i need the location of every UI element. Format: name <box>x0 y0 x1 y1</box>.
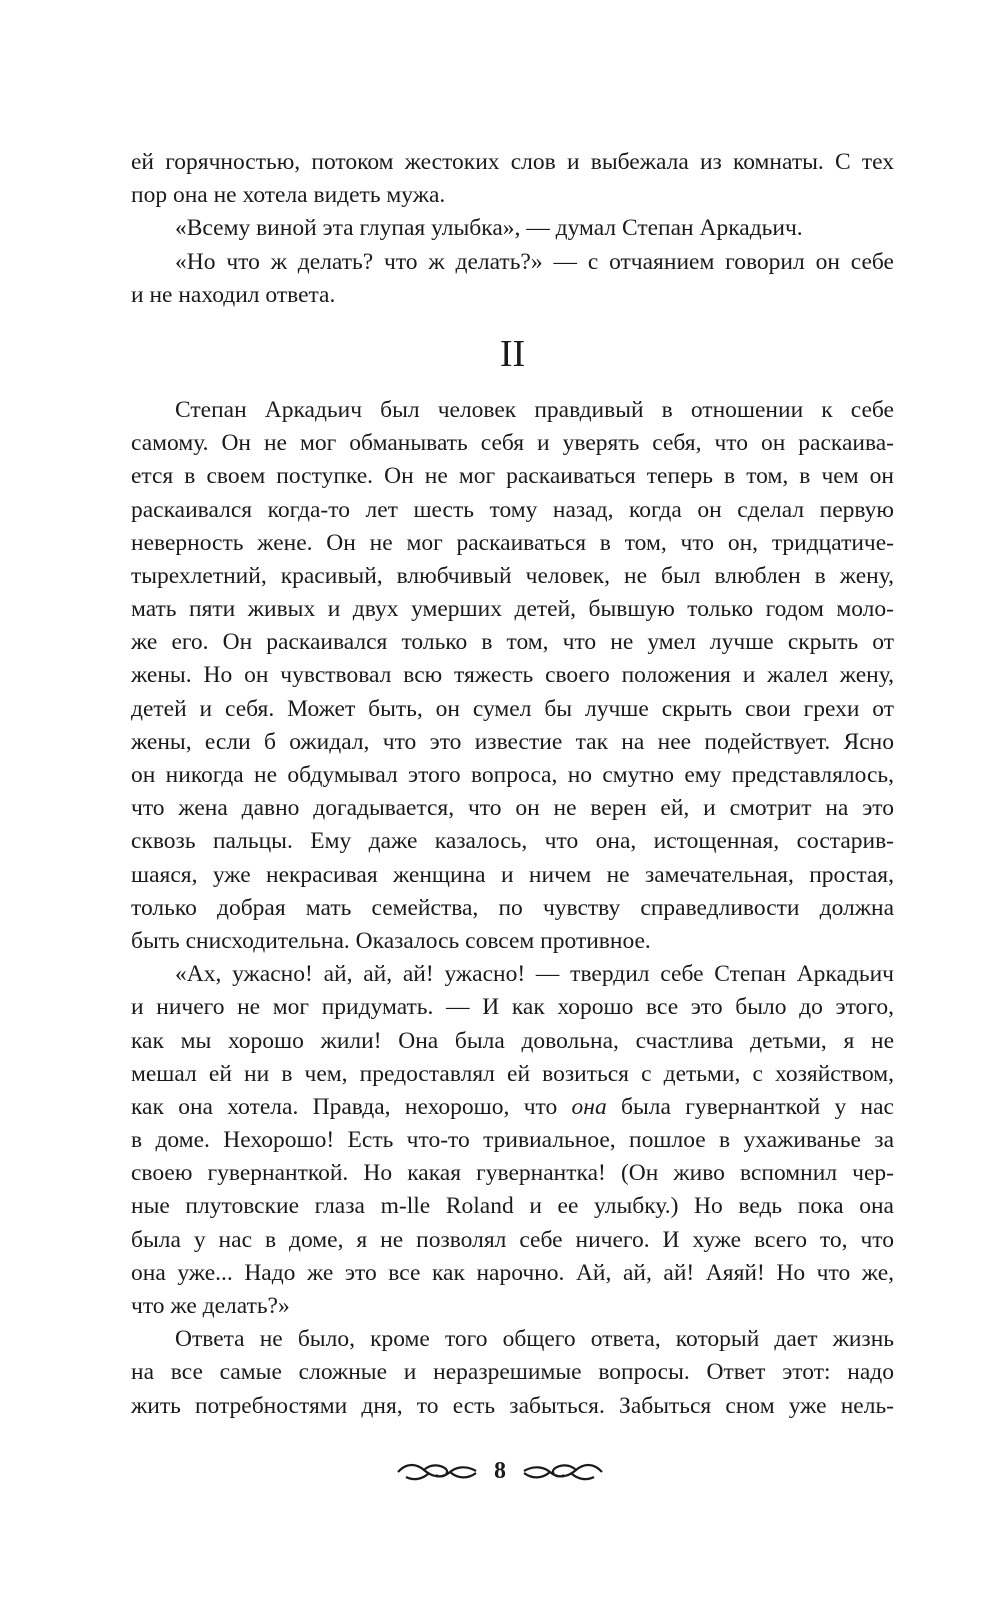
text-segment: как она хотела. Правда, нехорошо, что <box>131 1093 572 1120</box>
text-line: самому. Он не мог обманывать себя и уверять себя, что он раскаива- <box>131 430 894 457</box>
text-line: как мы хорошо жили! Она была довольна, счастлива детьми, я не <box>131 1027 894 1054</box>
text-line: была у нас в доме, я не позволял себе ничего. И хуже всего то, что <box>131 1226 894 1253</box>
text-line: жены, если б ожидал, что это известие так на нее подействует. Ясно <box>131 728 894 755</box>
text-line: ется в своем поступке. Он не мог раскаиваться теперь в том, в чем он <box>131 463 894 490</box>
page-body <box>131 146 894 1423</box>
text-line: детей и себя. Может быть, он сумел бы лучше скрыть свои грехи от <box>131 695 894 722</box>
chapter-heading: II <box>499 332 526 375</box>
paragraph <box>131 958 894 1323</box>
text-line: что же делать?» <box>131 1293 290 1319</box>
text-line: «Но что ж делать? что ж делать?» — с отчаянием говорил он себе <box>175 248 894 275</box>
italic-word: она <box>571 1093 607 1120</box>
text-line: Ответа не было, кроме того общего ответа, который дает жизнь <box>175 1326 894 1353</box>
page-footer <box>0 1458 1000 1485</box>
text-line: он никогда не обдумывал этого вопроса, но смутно ему представлялось, <box>131 762 894 788</box>
text-line: ные плутовские глаза m-lle Roland и ее улыбку.) Но ведь пока она <box>131 1193 894 1220</box>
paragraph <box>131 1323 894 1423</box>
text-line: и ничего не мог придумать. — И как хорошо все это было до этого, <box>131 994 894 1021</box>
text-line: она уже... Надо же это все как нарочно. Ай, ай, ай! Аяяй! Но что же, <box>131 1259 894 1286</box>
text-line: мать пяти живых и двух умерших детей, бывшую только годом моло- <box>131 596 894 623</box>
text-line: же его. Он раскаивался только в том, что не умел лучше скрыть от <box>131 629 894 656</box>
text-line: что жена давно догадывается, что он не верен ей, и смотрит на это <box>131 795 894 822</box>
text-line: и не находил ответа. <box>131 281 336 308</box>
text-line: жить потребностями дня, то есть забыться. Забыться сном уже нель- <box>131 1392 894 1419</box>
text-line: «Ах, ужасно! ай, ай, ай! ужасно! — твердил себе Степан Аркадьич <box>175 961 894 988</box>
text-line: мешал ей ни в чем, предоставлял ей возиться с детьми, с хозяйством, <box>131 1060 894 1087</box>
text-line: Степан Аркадьич был человек правдивый в отношении к себе <box>175 396 894 423</box>
text-line: на все самые сложные и неразрешимые вопросы. Ответ этот: надо <box>131 1359 894 1386</box>
paragraph <box>131 394 894 958</box>
ornament-right-icon <box>522 1459 604 1485</box>
text-line: своею гувернанткой. Но какая гувернантка! (Он живо вспомнил чер- <box>131 1160 894 1187</box>
text-line: шаяся, уже некрасивая женщина и ничем не замечательная, простая, <box>131 861 894 888</box>
text-line: «Всему виной эта глупая улыбка», — думал Степан Аркадьич. <box>175 215 803 242</box>
ornament-left-icon <box>396 1459 478 1485</box>
text-line: только добрая мать семейства, по чувству справедливости должна <box>131 894 894 921</box>
page-number: 8 <box>494 1458 506 1484</box>
text-line: раскаивался когда-то лет шесть тому назад, когда он сделал первую <box>131 496 894 523</box>
text-line: сквозь пальцы. Ему даже казалось, что она, истощенная, состарив- <box>131 828 894 855</box>
paragraph <box>131 212 894 245</box>
text-line: быть снисходительна. Оказалось совсем противное. <box>131 927 651 954</box>
text-line: в доме. Нехорошо! Есть что-то тривиальное, пошлое в ухаживанье за <box>131 1127 894 1154</box>
text-line: ей горячностью, потоком жестоких слов и выбежала из комнаты. С тех <box>131 149 894 175</box>
text-line <box>131 1091 894 1124</box>
text-line: пор она не хотела видеть мужа. <box>131 182 446 209</box>
paragraph <box>131 146 894 212</box>
text-line: неверность жене. Он не мог раскаиваться в том, что он, тридцатиче- <box>131 529 894 556</box>
text-line: тырехлетний, красивый, влюбчивый человек, не был влюблен в жену, <box>131 562 894 589</box>
paragraph <box>131 246 894 312</box>
text-line: жены. Но он чувствовал всю тяжесть своего положения и жалел жену, <box>131 662 894 689</box>
text-segment: была гувернанткой у нас <box>606 1093 894 1120</box>
